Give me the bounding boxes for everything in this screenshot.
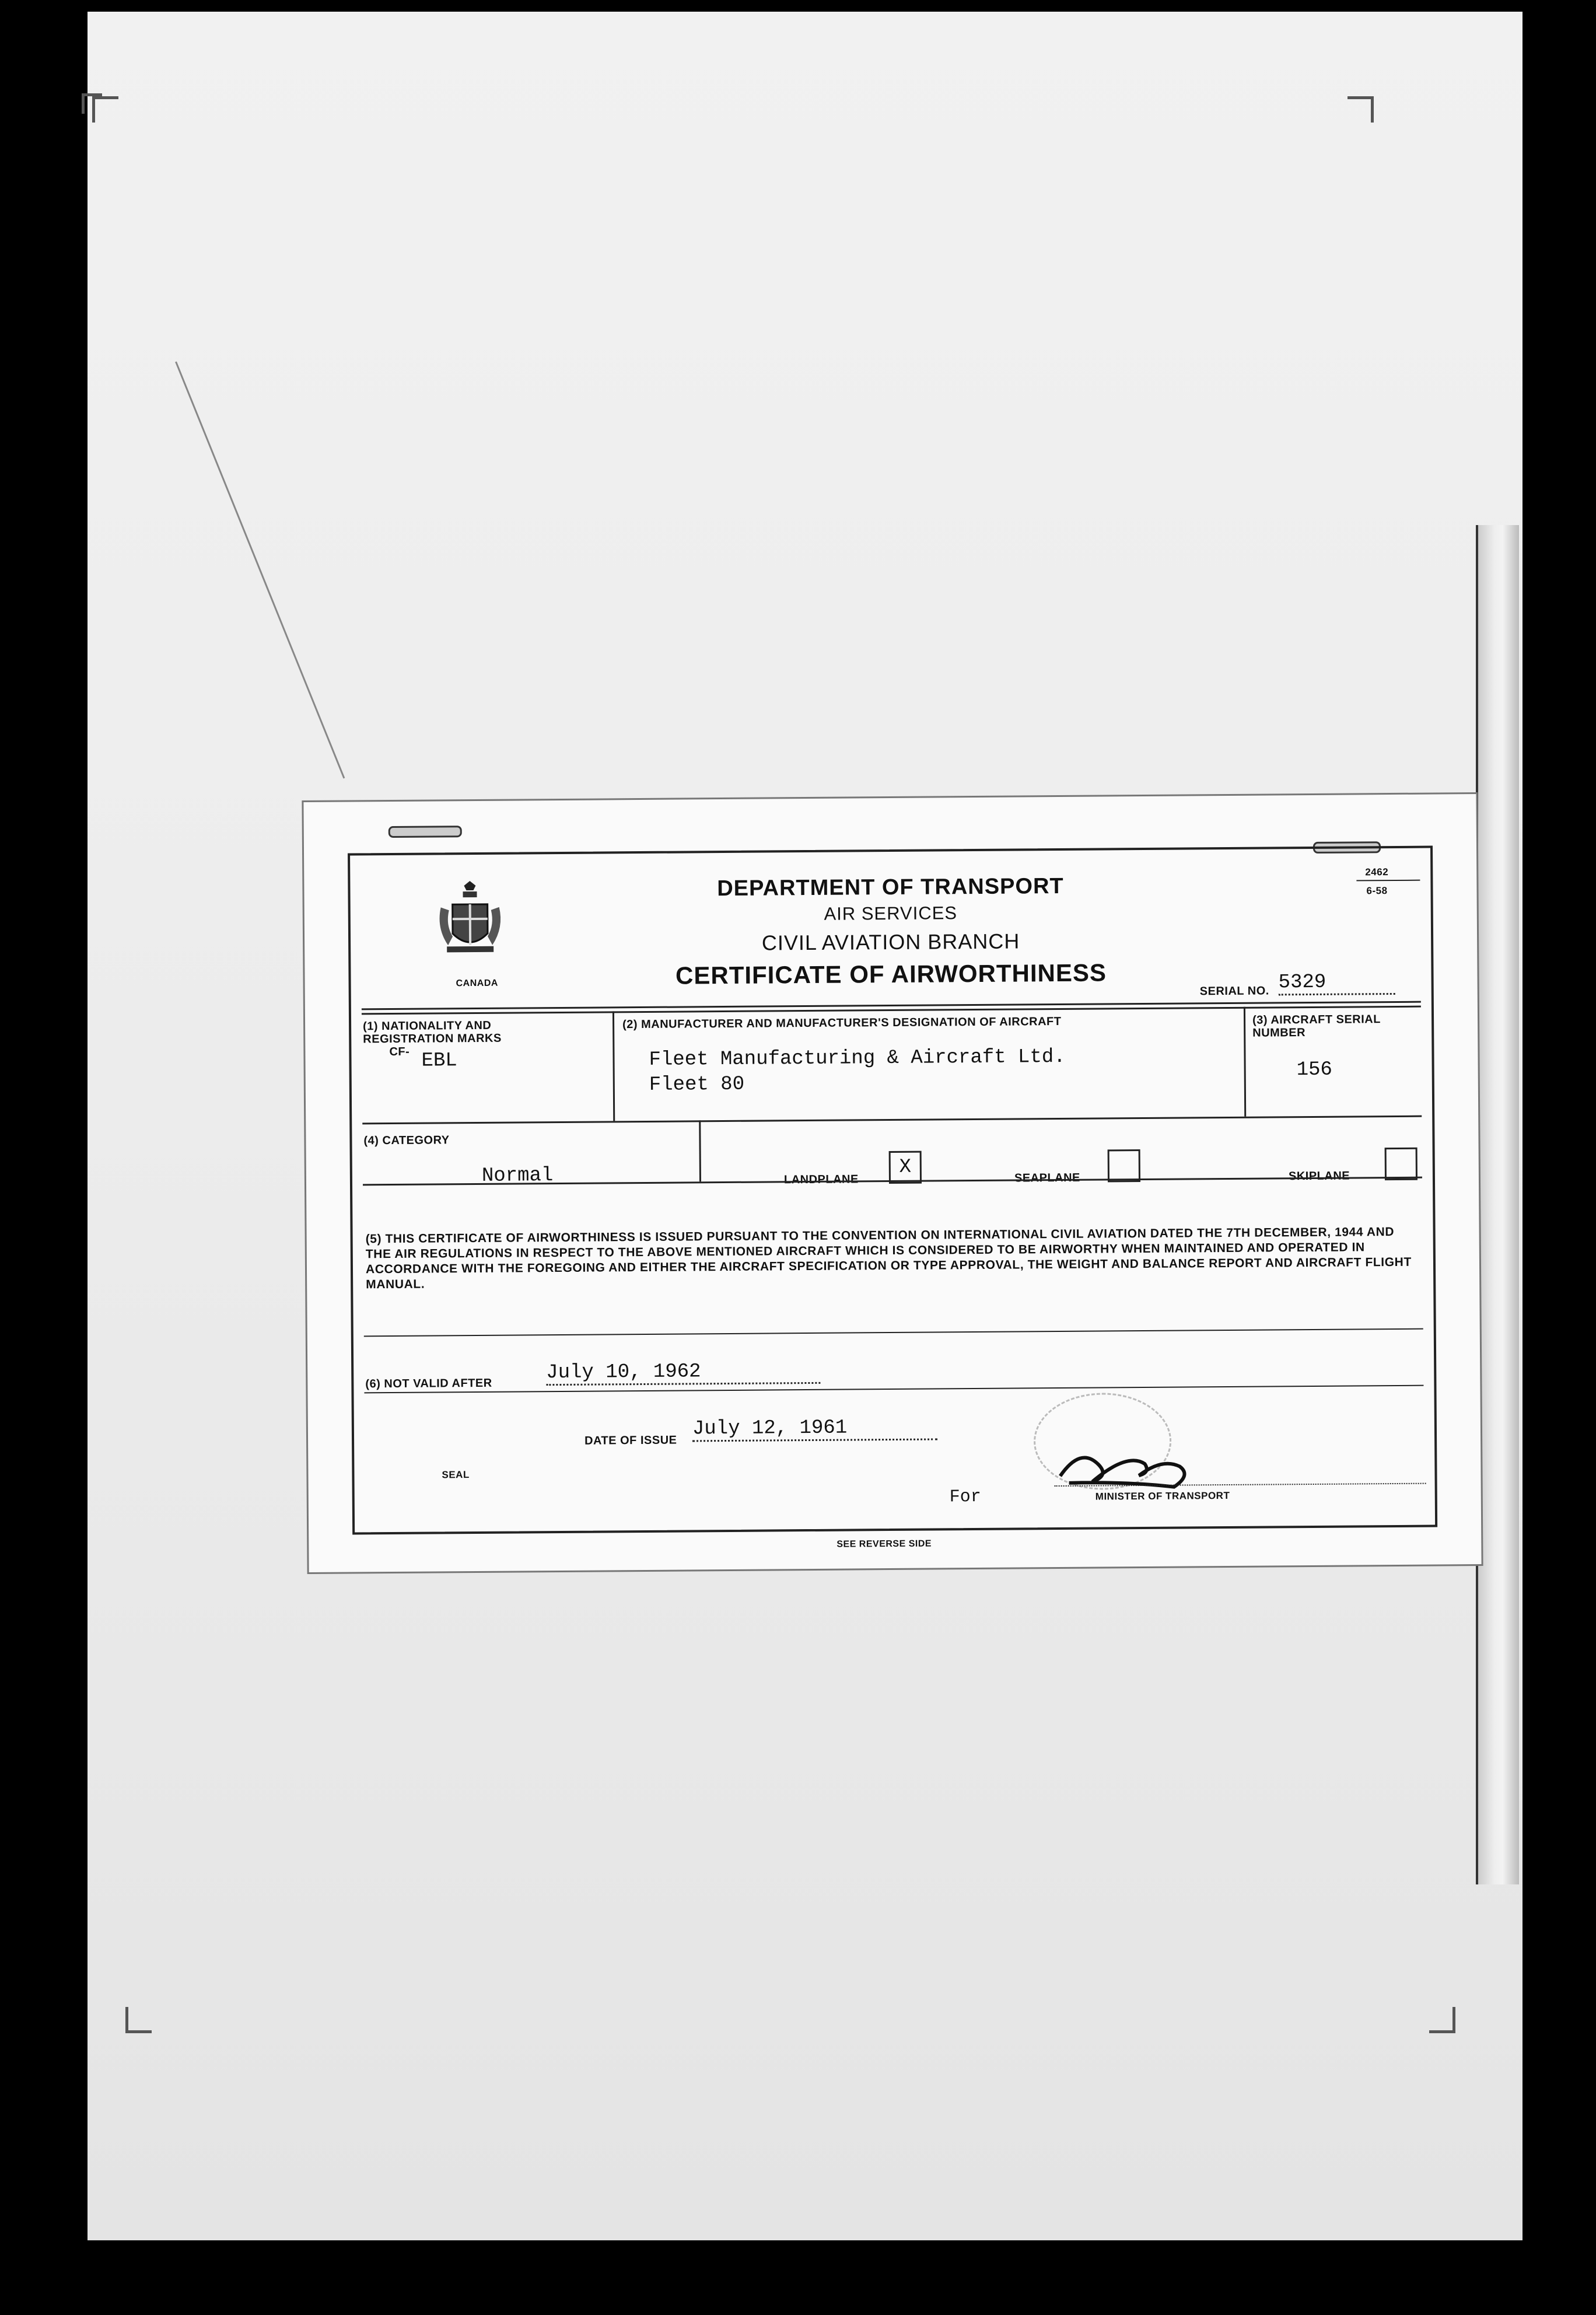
certificate-statement: (5) THIS CERTIFICATE OF AIRWORTHINESS IS ISSUED PURSUANT TO THE CONVENTION ON INTERNATIONAL CIVIL AVIATION DATED THE 7TH DECEMBER, 1944 AND THE AIR REGULATIONS IN RESPECT TO THE ABOVE MENTIONED AIRCRAFT WHICH IS CONSIDERED TO BE AIRWORTHY WHEN MAINTAINED AND OPERATED IN ACCORDANCE WITH THE FOREGOING AND EITHER THE AIRCRAFT SPECIFICATION OR TYPE APPROVAL, THE WEIGHT AND BALANCE REPORT AND AIRCRAFT FLIGHT MANUAL. xyxy=(365,1225,1412,1292)
certificate-title: CERTIFICATE OF AIRWORTHINESS xyxy=(675,959,1107,989)
date-of-issue-value: July 12, 1961 xyxy=(692,1416,937,1442)
statement-bottom-divider xyxy=(364,1328,1423,1337)
seaplane-label: SEAPLANE xyxy=(1014,1171,1080,1185)
not-valid-after-value: July 10, 1962 xyxy=(546,1360,820,1386)
form-date: 6-58 xyxy=(1366,885,1388,897)
film-edge-strip xyxy=(1476,525,1519,1884)
seaplane-checkbox xyxy=(1108,1149,1140,1182)
nationality-label: (1) NATIONALITY AND REGISTRATION MARKS xyxy=(363,1019,502,1046)
form-number: 2462 xyxy=(1365,866,1389,878)
aircraft-serial-label: (3) AIRCRAFT SERIAL NUMBER xyxy=(1252,1013,1381,1040)
crop-mark-outer-top-left xyxy=(82,93,102,114)
header-divider xyxy=(362,1001,1421,1010)
see-reverse-side-note: SEE REVERSE SIDE xyxy=(836,1538,932,1550)
minister-label: MINISTER OF TRANSPORT xyxy=(1095,1489,1230,1502)
serial-number-value: 5329 xyxy=(1278,971,1395,995)
row1-bottom-divider xyxy=(362,1115,1422,1125)
manufacturer-value: Fleet Manufacturing & Aircraft Ltd. xyxy=(649,1045,1066,1071)
manufacturer-label: (2) MANUFACTURER AND MANUFACTURER'S DESIGNATION OF AIRCRAFT xyxy=(622,1015,1062,1031)
landplane-label: LANDPLANE xyxy=(783,1173,859,1187)
paper-clip-left xyxy=(388,826,462,838)
for-label: For xyxy=(949,1487,981,1508)
branch-heading: CIVIL AVIATION BRANCH xyxy=(761,929,1020,955)
not-valid-after-label: (6) NOT VALID AFTER xyxy=(365,1376,492,1391)
certificate-border xyxy=(348,846,1437,1535)
serial-number-label: SERIAL NO. xyxy=(1199,984,1269,998)
date-of-issue-label: DATE OF ISSUE xyxy=(584,1433,677,1447)
crop-mark-top-right xyxy=(1348,96,1374,123)
row1-divider-a xyxy=(612,1011,615,1121)
validity-bottom-divider xyxy=(364,1385,1423,1394)
aircraft-designation-value: Fleet 80 xyxy=(649,1073,745,1096)
crop-mark-bottom-left xyxy=(125,2007,152,2033)
skiplane-label: SKIPLANE xyxy=(1288,1169,1350,1183)
row2-divider xyxy=(699,1120,701,1181)
row1-divider-b xyxy=(1244,1007,1246,1117)
department-heading: DEPARTMENT OF TRANSPORT xyxy=(717,873,1064,901)
skiplane-checkbox xyxy=(1385,1148,1418,1180)
registration-marks-value: EBL xyxy=(421,1050,457,1072)
aircraft-serial-value: 156 xyxy=(1296,1058,1333,1082)
landplane-checkbox: X xyxy=(889,1151,922,1184)
nationality-prefix: CF- xyxy=(389,1045,410,1059)
services-heading: AIR SERVICES xyxy=(824,903,958,924)
crop-mark-bottom-right xyxy=(1429,2007,1455,2033)
category-value: Normal xyxy=(481,1165,554,1187)
seal-label: SEAL xyxy=(442,1469,470,1481)
category-label: (4) CATEGORY xyxy=(363,1134,450,1148)
crest-caption: CANADA xyxy=(456,978,498,989)
certificate-card xyxy=(303,794,1481,1572)
